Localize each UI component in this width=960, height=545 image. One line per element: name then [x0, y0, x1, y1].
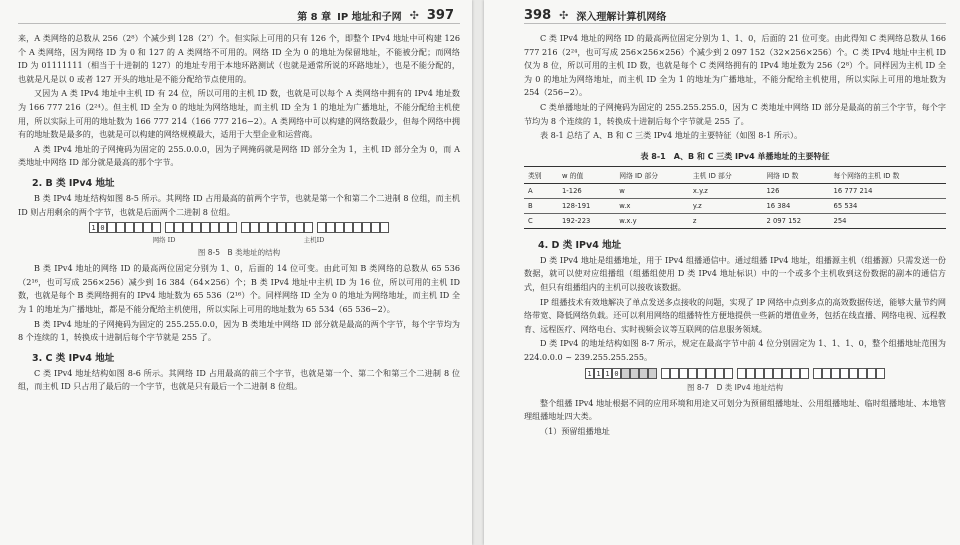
- column-header: 每个网络的主机 ID 数: [830, 166, 946, 183]
- bit-cell: [715, 368, 724, 379]
- bit-cell: [849, 368, 858, 379]
- bit-cell: [831, 368, 840, 379]
- table-cell: 254: [830, 213, 946, 228]
- bit-cell: [192, 222, 201, 233]
- bit-structure-b: [89, 222, 389, 233]
- bit-cell: [746, 368, 755, 379]
- bit-cell: [241, 222, 250, 233]
- bit-cell: [165, 222, 174, 233]
- running-head-left: [18, 8, 460, 24]
- bit-cell: [362, 222, 371, 233]
- table-row: [524, 198, 946, 213]
- paragraph: D 类 IPv4 地址是组播地址，用于 IPv4 组播通信中。通过组播 IPv4 地址，组播源主机（组播源）只需发送一份数据，就可以使对应组播组（组播组使用 D 类 IPv4 地址标识）中的一个或多个主机收到这份数据的副本的通信方式，但只有组播组内的主机可以接收该数据。: [524, 254, 946, 292]
- bit-cell: [326, 222, 335, 233]
- bit-cell: 1: [585, 368, 594, 379]
- column-header: 网络 ID 部分: [615, 166, 689, 183]
- bit-cell: [706, 368, 715, 379]
- table-cell: 65 534: [830, 198, 946, 213]
- bit-cell: [621, 368, 630, 379]
- bit-cell: [107, 222, 116, 233]
- bit-cell: [876, 368, 885, 379]
- paragraph: B 类 IPv4 地址结构如图 8-5 所示。其网络 ID 占用最高的前两个字节，也就是第一个和第二个二进制 8 位组，而主机 ID 则占用剩余的两个字节，也就是后面两个二进制 8 位组。: [18, 192, 460, 217]
- bit-cell: [371, 222, 380, 233]
- bit-cell: 0: [98, 222, 107, 233]
- bit-cell: [183, 222, 192, 233]
- bit-cell: [773, 368, 782, 379]
- bit-cell: [134, 222, 143, 233]
- bit-cell: [639, 368, 648, 379]
- table-cell: 16 384: [762, 198, 829, 213]
- table-cell: 1-126: [558, 183, 615, 198]
- bit-cell: [317, 222, 326, 233]
- bit-cell: [259, 222, 268, 233]
- bit-cell: 1: [89, 222, 98, 233]
- bit-cell: [724, 368, 733, 379]
- figure-caption: 图 8-7 D 类 IPv4 地址结构: [686, 382, 783, 392]
- column-header: 类别: [524, 166, 558, 183]
- table-cell: w.x.y: [615, 213, 689, 228]
- bit-cell: [840, 368, 849, 379]
- bit-cell: [764, 368, 773, 379]
- paragraph: A 类 IPv4 地址的子网掩码为固定的 255.0.0.0，因为子网掩码就是网络 ID 部分全为 1，主机 ID 部分全为 0，而 A 类地址中网络 ID 部分就是最高的那个字节。: [18, 143, 460, 168]
- bit-cell: 1: [594, 368, 603, 379]
- ornament-icon: ✣: [559, 9, 569, 22]
- bit-cell: [630, 368, 639, 379]
- table-row: [524, 183, 946, 198]
- right-page: [484, 0, 960, 545]
- bit-cell: [791, 368, 800, 379]
- table-cell: B: [524, 198, 558, 213]
- paragraph: IP 组播技术有效地解决了单点发送多点接收的问题，实现了 IP 网络中点到多点的高效数据传送，能够大量节约网络带宽、降低网络负载。还可以利用网络的组播特性方便地提供一些新的增值业务，包括在线直播、网络电视、远程教育、远程医疗、网络电台、实时视频会议等互联网的信息服务领域。: [524, 296, 946, 334]
- bit-cell: [755, 368, 764, 379]
- bit-cell: [116, 222, 125, 233]
- bit-cell: [670, 368, 679, 379]
- table-cell: 2 097 152: [762, 213, 829, 228]
- bit-cell: [648, 368, 657, 379]
- paragraph: D 类 IPv4 的地址结构如图 8-7 所示，规定在最高字节中前 4 位分别固定为 1、1、1、0，整个组播地址范围为 224.0.0.0 ~ 239.255.255.255。: [524, 338, 946, 362]
- bit-cell: [335, 222, 344, 233]
- paragraph: 整个组播 IPv4 地址根据不同的应用环境和用途又可划分为预留组播地址、公用组播地址、临时组播地址、本地管理组播地址四大类。: [524, 397, 946, 422]
- bit-cell: [295, 222, 304, 233]
- bit-cell: [228, 222, 237, 233]
- column-header: 网络 ID 数: [762, 166, 829, 183]
- section-heading-b: 2. B 类 IPv4 地址: [32, 177, 115, 189]
- table-cell: y.z: [689, 198, 763, 213]
- network-id-label: 网络 ID: [152, 236, 176, 245]
- bit-cell: [201, 222, 210, 233]
- table-cell: x.y.z: [689, 183, 763, 198]
- figure-8-7: [524, 368, 946, 393]
- subheading: （1）预留组播地址: [540, 425, 610, 436]
- section-heading-d: 4. D 类 IPv4 地址: [538, 239, 622, 251]
- page-number-left: 397: [426, 8, 454, 23]
- host-id-label: 主机ID: [303, 236, 325, 245]
- paragraph: 来，A 类网络的总数从 256（2⁸）个减少到 128（2⁷）个。但实际上可用的只有 126 个，即整个 IPv4 地址中可构建 126 个 A 类网络，因为网络 ID 为 0 和 127 的 A 类网络不可用的。网络 ID 全为 0 的地址为保留地址，不能被分配；而网络 ID 为 01111111（相当于十进制的 127）的地址专用于本地环路测试（也就是通常所说的环路地址），也是不能分配的，也就是凡是以 0 或者 127 开头的地址是不能分配给节点使用的。: [18, 33, 460, 84]
- chapter-title: IP 地址和子网: [337, 12, 402, 23]
- bit-cell: [286, 222, 295, 233]
- bit-cell: [268, 222, 277, 233]
- bit-cell: [800, 368, 809, 379]
- bit-cell: [688, 368, 697, 379]
- bit-cell: 0: [612, 368, 621, 379]
- page-number-right: 398: [524, 8, 552, 23]
- bit-cell: 1: [603, 368, 612, 379]
- paragraph: C 类 IPv4 地址结构如图 8-6 所示。其网络 ID 占用最高的前三个字节，也就是第一个、第二个和第三个二进制 8 位组，而主机 ID 只占用了最后的一个字节，也就是只有最后一个二进制 8 位组。: [18, 367, 460, 392]
- table-cell: A: [524, 183, 558, 198]
- column-header: w 的值: [558, 166, 615, 183]
- address-class-table: [524, 166, 946, 229]
- bit-cell: [697, 368, 706, 379]
- paragraph: 又因为 A 类 IPv4 地址中主机 ID 有 24 位，所以可用的主机 ID 数，也就是可以每个 A 类网络中拥有的 IPv4 地址数为 166 777 216（2²⁴）。但主机 ID 全为 0 的地址为网络地址，而主机 ID 全为 1 的地址为广播地址，不能分配给主机使用，所以实际上可用的地址数为 166 777 214（166 777 216−2）。A 类网络中可以构建的网络数最少，但每个网络中拥有的地址数是最多的，也就是可以构建的网络规模最大，适用于大型企业和运营商。: [18, 88, 460, 140]
- table-cell: w.x: [615, 198, 689, 213]
- paragraph: B 类 IPv4 地址的子网掩码为固定的 255.255.0.0，因为 B 类地址中网络 ID 部分就是最高的两个字节，每个字节均为 8 个连续的 1，转换成十进制后每个字节就是 255 了。: [18, 318, 460, 343]
- left-page: [0, 0, 472, 545]
- bit-cell: [822, 368, 831, 379]
- paragraph: C 类 IPv4 地址的网络 ID 的最高两位固定分别为 1、1、0，后面的 21 位可变。由此得知 C 类网络总数从 166 777 216（2²⁴，也可写成 256×256×256）个减少到 2 097 152（32×256×256）个。C 类 IPv4 地址中主机 ID 仅为 8 位，所以可用的主机 ID 数，也就是每个 C 类网络拥有的 IPv4 地址数为 256（2⁸）个。同样因为主机 ID 全为 0 的地址为网络地址，而主机 ID 全为 1 的地址为广播地址，不能分配给主机使用，所以实际上可用的地址数为 254（256−2）。: [524, 33, 946, 98]
- bit-cell: [143, 222, 152, 233]
- bit-cell: [250, 222, 259, 233]
- bit-structure-d: [585, 368, 885, 379]
- table-cell: w: [615, 183, 689, 198]
- bit-cell: [304, 222, 313, 233]
- bit-cell: [813, 368, 822, 379]
- table-cell: 128-191: [558, 198, 615, 213]
- book-title: 深入理解计算机网络: [576, 12, 667, 23]
- table-row: [524, 213, 946, 228]
- bit-cell: [782, 368, 791, 379]
- paragraph: C 类单播地址的子网掩码为固定的 255.255.255.0，因为 C 类地址中网络 ID 部分是最高的前三个字节，每个字节均为 8 个连续的 1，转换成十进制后每个字节就是 255 了。: [524, 101, 946, 126]
- table-cell: 126: [762, 183, 829, 198]
- column-header: 主机 ID 部分: [689, 166, 763, 183]
- table-cell: z: [689, 213, 763, 228]
- figure-caption: 图 8-5 B 类地址的结构: [197, 248, 281, 258]
- bit-cell: [867, 368, 876, 379]
- bit-cell: [380, 222, 389, 233]
- table-cell: 16 777 214: [830, 183, 946, 198]
- ornament-icon: ✣: [409, 9, 419, 22]
- bit-cell: [344, 222, 353, 233]
- paragraph: B 类 IPv4 地址的网络 ID 的最高两位固定分别为 1、0，后面的 14 位可变。由此可知 B 类网络的总数从 65 536（2¹⁶，也可写成 256×256）减少到 16 384（64×256）个；B 类 IPv4 地址中主机 ID 为 16 位，所以可用的主机 ID 数，也就是每个 B 类网络拥有的 IPv4 地址数为 65 536（2¹⁶）个。同样网络 ID 全为 0 的地址为网络地址，而主机 ID 全为 1 的地址为广播地址，都是不能分配给主机使用，所以实际上可用的地址数为 65 534（65 536−2）。: [18, 263, 460, 314]
- figure-dimension-labels: [18, 235, 460, 244]
- chapter-label: 第 8 章: [297, 12, 332, 23]
- bit-cell: [661, 368, 670, 379]
- bit-cell: [737, 368, 746, 379]
- section-heading-c: 3. C 类 IPv4 地址: [32, 352, 115, 364]
- bit-cell: [353, 222, 362, 233]
- bit-cell: [210, 222, 219, 233]
- figure-8-5: [18, 222, 460, 258]
- paragraph: 表 8-1 总结了 A、B 和 C 三类 IPv4 地址的主要特征（如图 8-1 所示）。: [540, 130, 803, 141]
- bit-cell: [679, 368, 688, 379]
- table-cell: C: [524, 213, 558, 228]
- bit-cell: [174, 222, 183, 233]
- bit-cell: [152, 222, 161, 233]
- bit-cell: [858, 368, 867, 379]
- table-cell: 192-223: [558, 213, 615, 228]
- bit-cell: [277, 222, 286, 233]
- bit-cell: [219, 222, 228, 233]
- running-head-right: [524, 8, 946, 24]
- table-header-row: [524, 166, 946, 183]
- table-title: 表 8-1 A、B 和 C 三类 IPv4 单播地址的主要特征: [640, 151, 830, 161]
- bit-cell: [125, 222, 134, 233]
